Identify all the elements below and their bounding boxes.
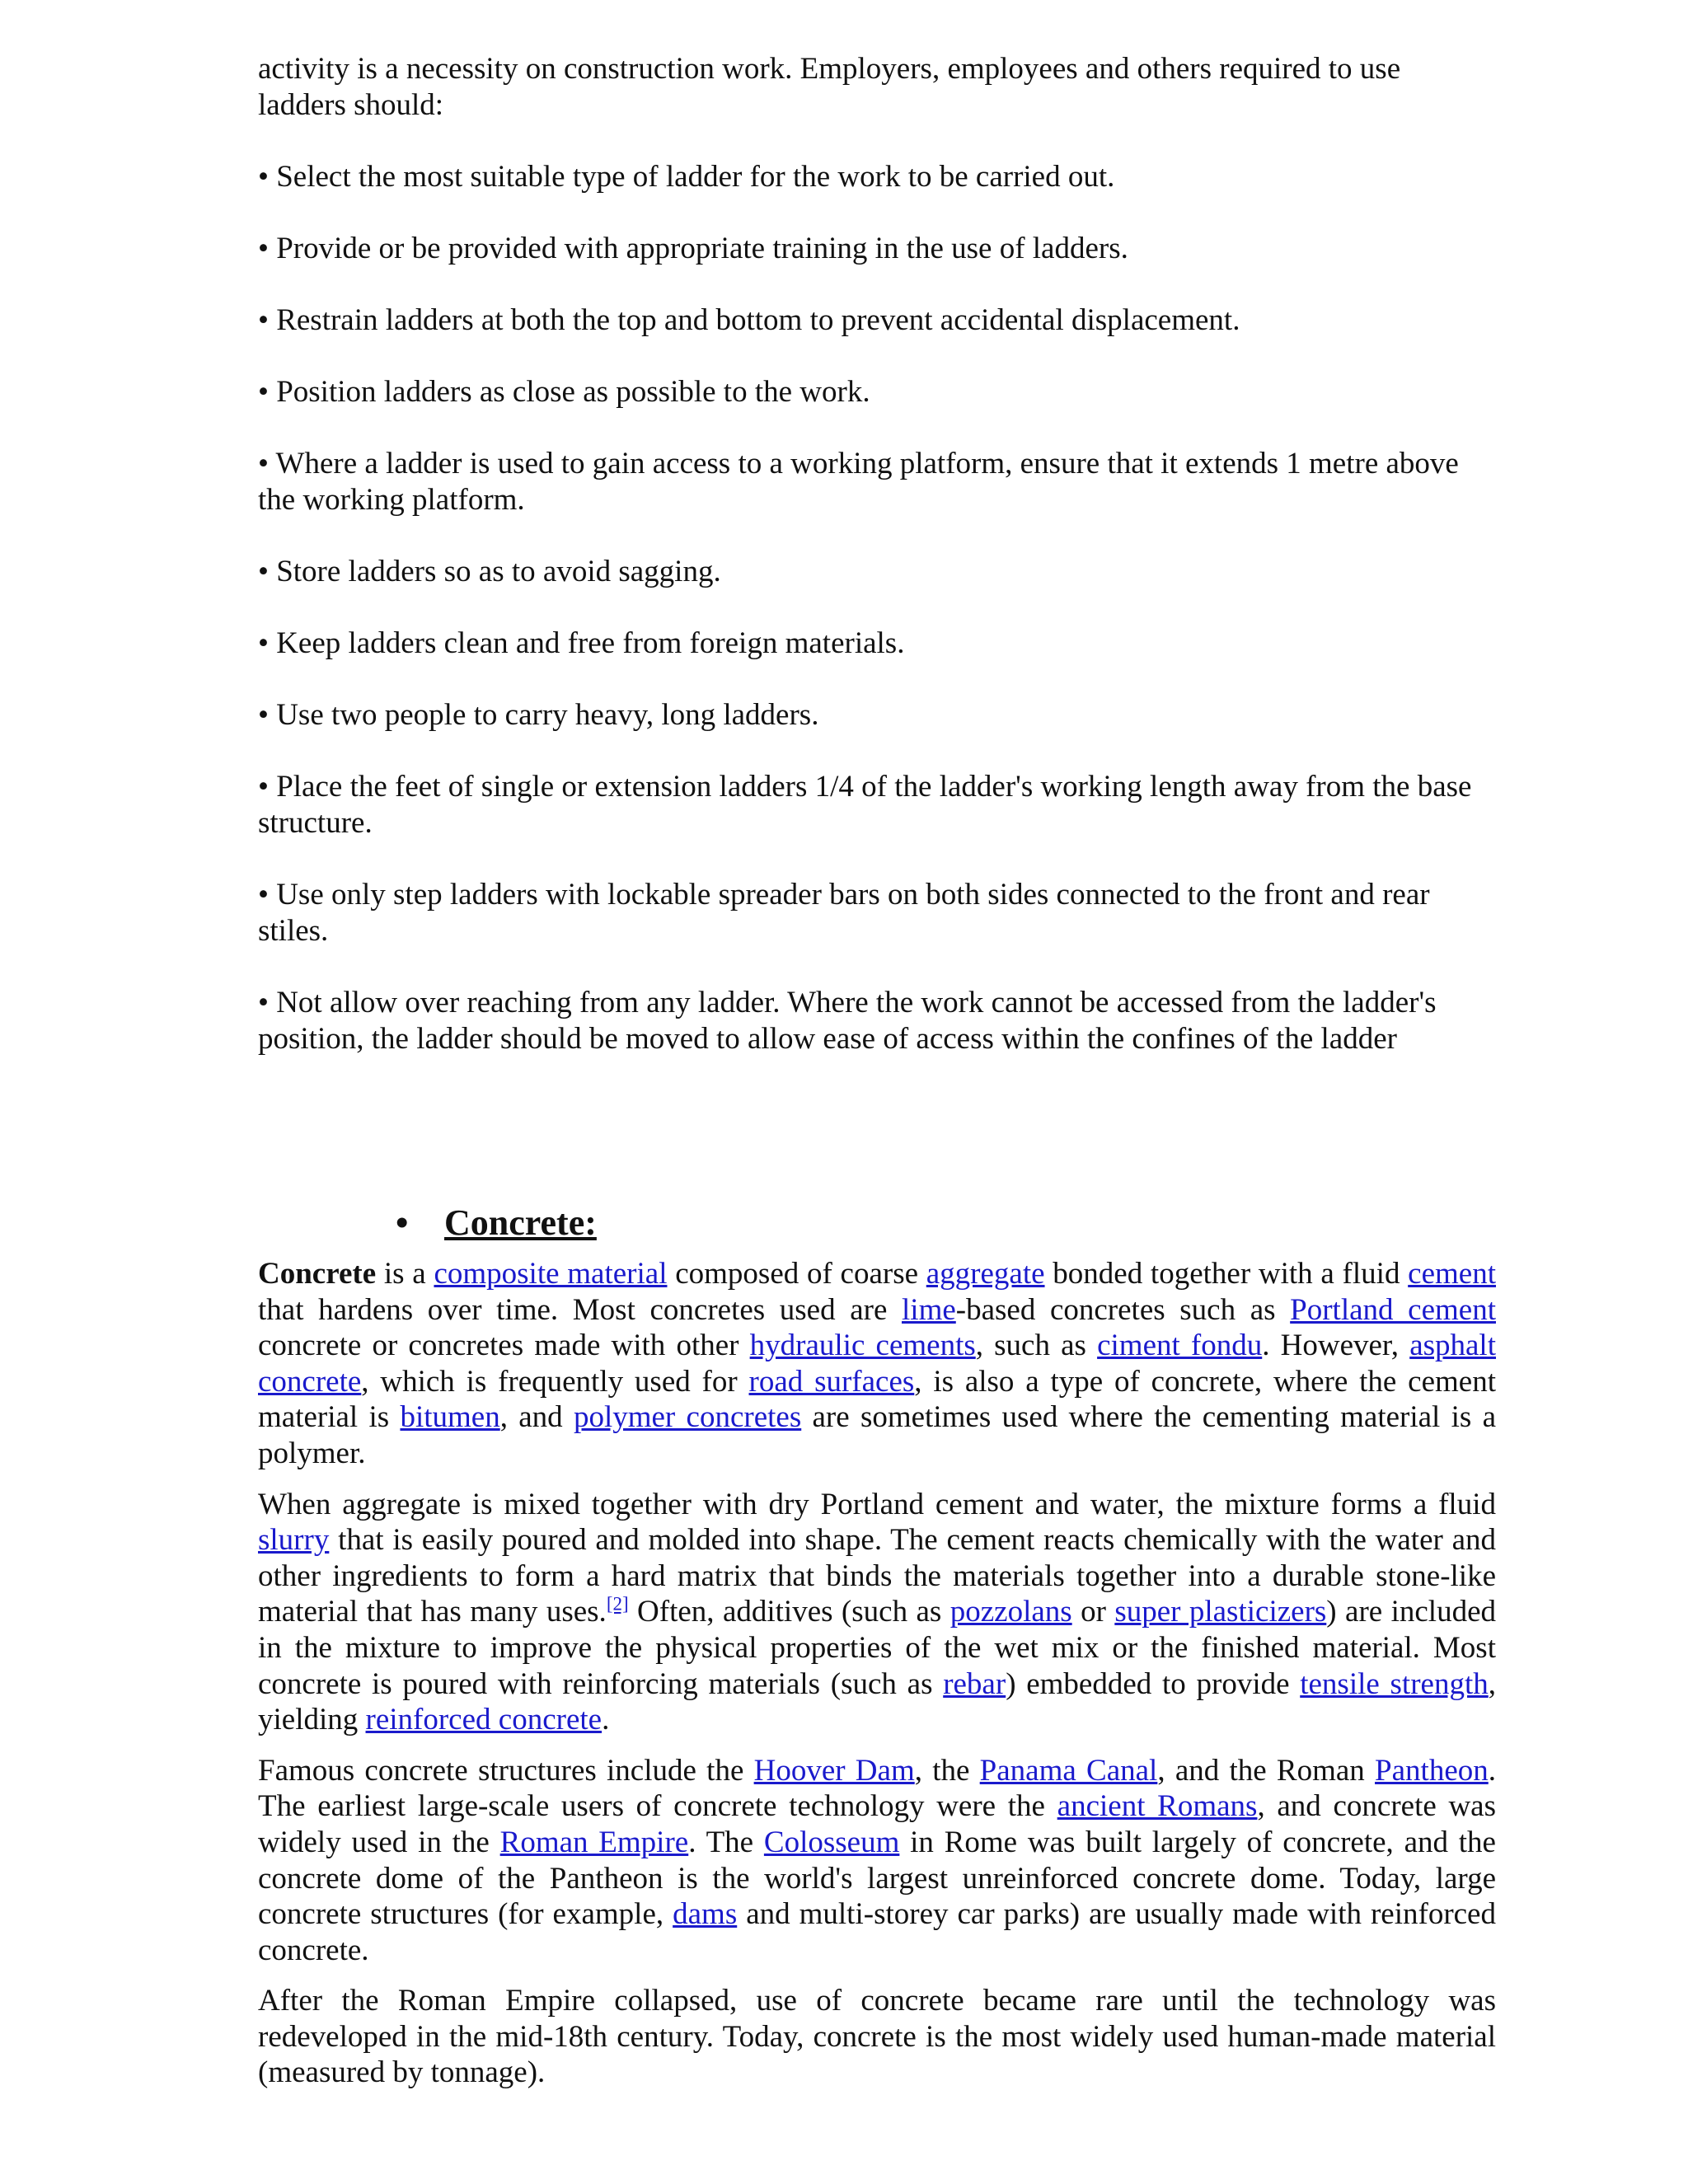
text: is a bbox=[376, 1257, 434, 1291]
text: . The earliest large-scale users of concrete technology were the bbox=[258, 1753, 1496, 1824]
link-composite-material[interactable]: composite material bbox=[434, 1257, 668, 1291]
text: . bbox=[602, 1703, 610, 1737]
text: , is also a type of concrete, where the cement material is bbox=[258, 1364, 1496, 1435]
link-slurry[interactable]: slurry bbox=[258, 1523, 330, 1558]
link-lime[interactable]: lime bbox=[902, 1292, 956, 1327]
link-portland-cement[interactable]: Portland cement bbox=[1290, 1292, 1496, 1327]
text: , which is frequently used for bbox=[361, 1364, 749, 1399]
link-reinforced-concrete[interactable]: reinforced concrete bbox=[365, 1703, 603, 1737]
ladder-guidelines bbox=[258, 51, 1478, 1093]
ladder-item: • Provide or be provided with appropriate training in the use of ladders. bbox=[258, 232, 1128, 265]
section-title: Concrete: bbox=[444, 1202, 597, 1243]
link-aggregate[interactable]: aggregate bbox=[926, 1257, 1045, 1291]
link-pozzolans[interactable]: pozzolans bbox=[950, 1595, 1072, 1629]
link-pantheon[interactable]: Pantheon bbox=[1375, 1753, 1489, 1788]
text: , yielding bbox=[258, 1666, 1496, 1737]
text: Often, additives (such as bbox=[628, 1595, 950, 1629]
text: bonded together with a fluid bbox=[1044, 1257, 1409, 1291]
text: . However, bbox=[1262, 1329, 1410, 1363]
text: ) embedded to provide bbox=[1006, 1666, 1301, 1701]
link-tensile-strength[interactable]: tensile strength bbox=[1300, 1666, 1489, 1701]
link-hydraulic-cements[interactable]: hydraulic cements bbox=[749, 1329, 976, 1363]
link-rebar[interactable]: rebar bbox=[943, 1666, 1006, 1701]
text: Famous concrete structures include the bbox=[258, 1753, 754, 1788]
term-bold: Concrete bbox=[258, 1257, 377, 1291]
ladder-item: • Keep ladders clean and free from foreign materials. bbox=[258, 626, 905, 660]
ladder-item: • Store ladders so as to avoid sagging. bbox=[258, 555, 721, 588]
link-panama-canal[interactable]: Panama Canal bbox=[979, 1753, 1158, 1788]
text: in Rome was built largely of concrete, and the concrete dome of the Pantheon is the world's largest unreinforced concrete dome. Today, large concrete structures (for example, bbox=[258, 1825, 1496, 1932]
text: , and concrete was widely used in the bbox=[258, 1789, 1496, 1859]
ladder-item: • Not allow over reaching from any ladder. Where the work cannot be accessed from the ladder's position, the ladder should be moved to allow ease of access within the confines of the ladder bbox=[258, 986, 1437, 1056]
link-asphalt-concrete[interactable]: asphalt concrete bbox=[258, 1329, 1496, 1399]
ladder-item: • Restrain ladders at both the top and bottom to prevent accidental displacement. bbox=[258, 303, 1240, 337]
link-hoover-dam[interactable]: Hoover Dam bbox=[753, 1753, 915, 1788]
concrete-paragraph-3 bbox=[258, 1753, 1496, 1969]
text: concrete or concretes made with other bbox=[258, 1329, 750, 1363]
ladder-item: • Use only step ladders with lockable spreader bars on both sides connected to the front and rear stiles. bbox=[258, 878, 1430, 948]
text: , and bbox=[499, 1400, 574, 1435]
text: or bbox=[1071, 1595, 1115, 1629]
link-colosseum[interactable]: Colosseum bbox=[763, 1825, 900, 1859]
link-bitumen[interactable]: bitumen bbox=[400, 1400, 500, 1435]
link-road-surfaces[interactable]: road surfaces bbox=[748, 1364, 915, 1399]
text: . The bbox=[688, 1825, 764, 1859]
text: , such as bbox=[975, 1329, 1098, 1363]
concrete-paragraph-4: After the Roman Empire collapsed, use of concrete became rare until the technology was redeveloped in the mid-18th century. Today, concrete is the most widely used human-made material (measured by tonnage). bbox=[258, 1984, 1496, 2090]
link-roman-empire[interactable]: Roman Empire bbox=[499, 1825, 689, 1859]
text: , and the Roman bbox=[1157, 1753, 1376, 1788]
ladder-item: • Use two people to carry heavy, long ladders. bbox=[258, 698, 819, 732]
text: When aggregate is mixed together with dry Portland cement and water, the mixture forms a fluid bbox=[258, 1487, 1496, 1521]
text: composed of coarse bbox=[667, 1257, 926, 1291]
text: , the bbox=[914, 1753, 980, 1788]
ladder-intro: activity is a necessity on construction work. Employers, employees and others required to use ladders should: bbox=[258, 52, 1401, 122]
ladder-item: • Where a ladder is used to gain access to a working platform, ensure that it extends 1 metre above the working platform. bbox=[258, 447, 1459, 517]
text: -based concretes such as bbox=[955, 1292, 1291, 1327]
link-dams[interactable]: dams bbox=[673, 1897, 738, 1932]
ladder-item: • Place the feet of single or extension ladders 1/4 of the ladder's working length away from the base structure. bbox=[258, 770, 1472, 840]
heading-bullet: • bbox=[396, 1202, 409, 1243]
text: that is easily poured and molded into shape. The cement reacts chemically with the water and other ingredients to form a hard matrix that binds the materials together into a durable stone-like material that has many uses. bbox=[258, 1523, 1496, 1629]
text: are sometimes used where the cementing material is a polymer. bbox=[258, 1400, 1496, 1470]
concrete-paragraph-1 bbox=[258, 1256, 1496, 1472]
concrete-paragraph-2 bbox=[258, 1487, 1496, 1738]
link-cement[interactable]: cement bbox=[1408, 1257, 1496, 1291]
text: and multi-storey car parks) are usually made with reinforced concrete. bbox=[258, 1897, 1496, 1967]
ladder-item: • Select the most suitable type of ladder for the work to be carried out. bbox=[258, 160, 1115, 194]
concrete-article bbox=[258, 1256, 1496, 2106]
text: that hardens over time. Most concretes used are bbox=[258, 1292, 903, 1327]
link-polymer-concretes[interactable]: polymer concretes bbox=[573, 1400, 802, 1435]
link-super-plasticizers[interactable]: super plasticizers bbox=[1114, 1595, 1327, 1629]
text: ) are included in the mixture to improve the physical properties of the wet mix or the finished material. Most concrete is poured with reinforcing materials (such as bbox=[258, 1595, 1496, 1701]
citation-link[interactable]: [2] bbox=[606, 1594, 629, 1615]
link-ciment-fondu[interactable]: ciment fondu bbox=[1097, 1329, 1263, 1363]
link-ancient-romans[interactable]: ancient Romans bbox=[1057, 1789, 1258, 1824]
ladder-item: • Position ladders as close as possible to the work. bbox=[258, 375, 870, 409]
